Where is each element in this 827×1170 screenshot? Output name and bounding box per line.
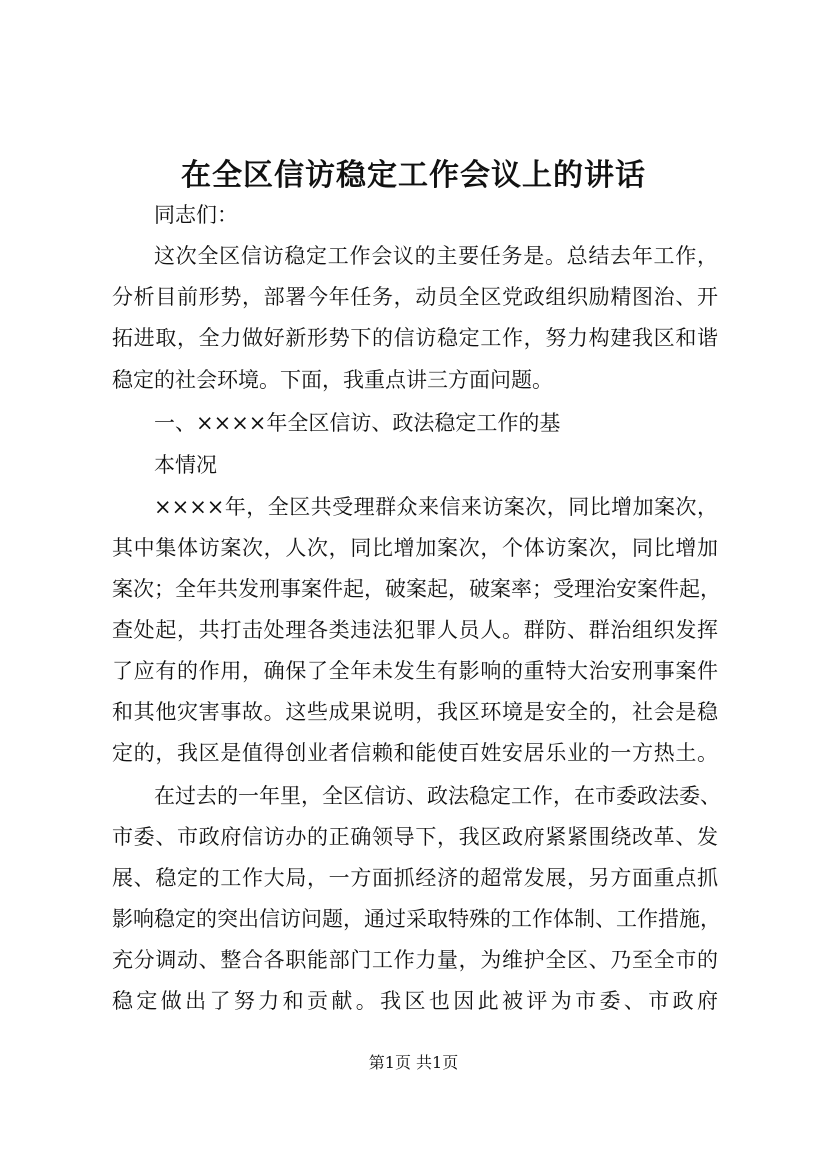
paragraph-line: 案次；全年共发刑事案件起，破案起，破案率；受理治安案件起， bbox=[112, 577, 721, 601]
paragraph-line: 定的，我区是值得创业者信赖和能使百姓安居乐业的一方热土。 bbox=[112, 741, 718, 765]
paragraph-line: 这次全区信访稳定工作会议的主要任务是。总结去年工作， bbox=[154, 244, 718, 268]
document-title: 在全区信访稳定工作会议上的讲话 bbox=[181, 158, 646, 193]
paragraph-line: 市委、市政府信访办的正确领导下，我区政府紧紧围绕改革、发 bbox=[112, 825, 718, 849]
paragraph-line: 其中集体访案次，人次，同比增加案次，个体访案次，同比增加 bbox=[112, 536, 718, 560]
paragraph-line: 和其他灾害事故。这些成果说明，我区环境是安全的，社会是稳 bbox=[112, 700, 718, 724]
paragraph-line: ××××年，全区共受理群众来信来访案次，同比增加案次， bbox=[154, 495, 718, 519]
paragraph-line: 充分调动、整合各职能部门工作力量，为维护全区、乃至全市的 bbox=[112, 948, 718, 972]
paragraph-line: 分析目前形势，部署今年任务，动员全区党政组织励精图治、开 bbox=[112, 285, 718, 309]
salutation: 同志们： bbox=[154, 203, 238, 227]
paragraph-line: 了应有的作用，确保了全年未发生有影响的重特大治安刑事案件 bbox=[112, 659, 718, 683]
paragraph-line: 稳定做出了努力和贡献。我区也因此被评为市委、市政府 bbox=[112, 989, 718, 1013]
paragraph-line: 查处起，共打击处理各类违法犯罪人员人。群防、群治组织发挥 bbox=[112, 618, 718, 642]
paragraph-line: 展、稳定的工作大局，一方面抓经济的超常发展，另方面重点抓 bbox=[112, 866, 718, 890]
paragraph-line: 在过去的一年里，全区信访、政法稳定工作，在市委政法委、 bbox=[154, 784, 721, 808]
paragraph-line: 稳定的社会环境。下面，我重点讲三方面问题。 bbox=[112, 368, 553, 392]
section-heading-line: 一、××××年全区信访、政法稳定工作的基 bbox=[154, 411, 561, 435]
section-heading-line: 本情况 bbox=[154, 453, 217, 477]
page-footer: 第1页 共1页 bbox=[368, 1053, 459, 1072]
paragraph-line: 影响稳定的突出信访问题，通过采取特殊的工作体制、工作措施， bbox=[112, 907, 721, 931]
paragraph-line: 拓进取，全力做好新形势下的信访稳定工作，努力构建我区和谐 bbox=[112, 326, 718, 350]
